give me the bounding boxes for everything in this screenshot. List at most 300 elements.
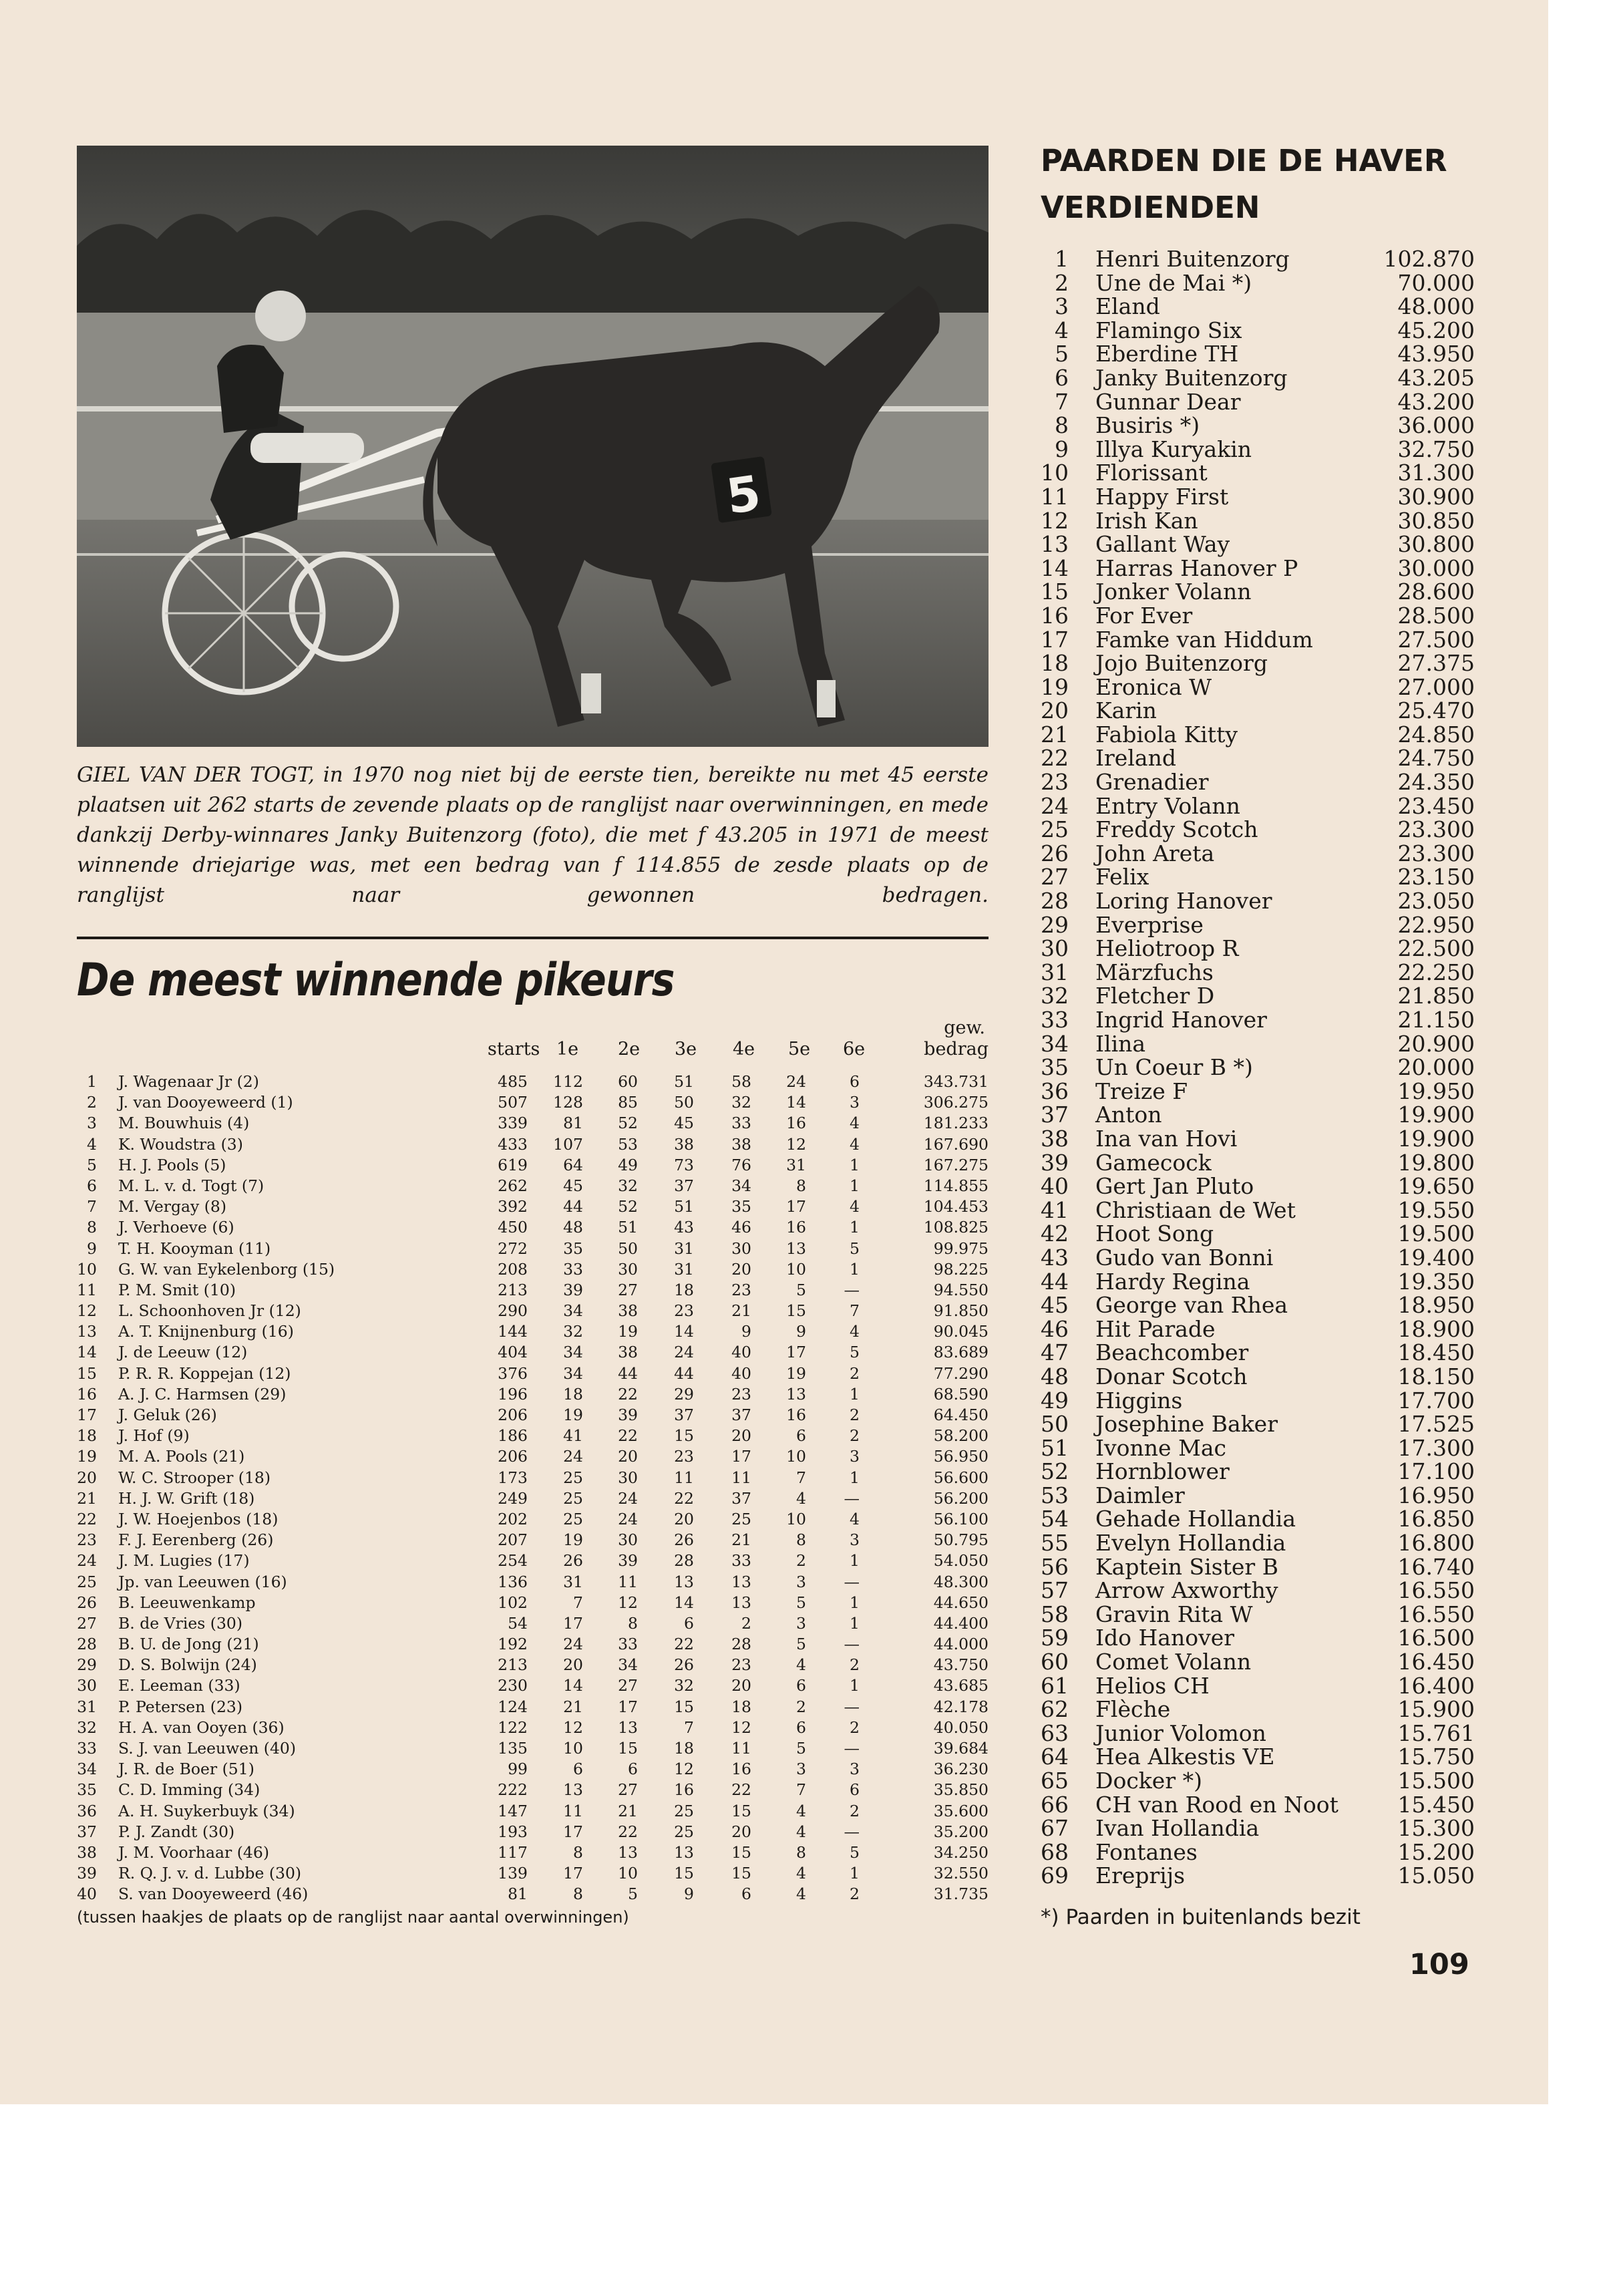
horse-earnings: 19.350 [1397,1268,1475,1295]
horse-rank: 58 [1041,1601,1069,1627]
driver-amount: 90.045 [933,1322,989,1341]
horse-rank: 7 [1055,388,1069,415]
driver-starts: 173 [498,1468,528,1487]
horse-name: Janky Buitenzorg [1095,364,1288,391]
list-item [1041,1482,1475,1506]
driver-rank: 12 [77,1301,97,1321]
driver-name: P. Petersen (23) [118,1697,243,1716]
driver-amount: 181.233 [923,1114,989,1133]
driver-starts: 81 [508,1884,528,1904]
driver-p3: 16 [674,1780,694,1800]
horse-name: Helios CH [1095,1672,1210,1699]
driver-p2: 27 [618,1676,638,1695]
horse-rank: 22 [1041,745,1069,772]
list-item [1041,1150,1475,1174]
driver-p3: 31 [674,1239,694,1258]
horse-earnings: 24.850 [1397,721,1475,748]
driver-rank: 40 [77,1884,97,1904]
driver-p4: 2 [741,1613,751,1633]
driver-p1: 39 [563,1280,583,1299]
list-item [1041,769,1475,796]
horse-earnings: 18.950 [1397,1292,1475,1319]
driver-p3: 22 [674,1635,694,1654]
driver-amount: 83.689 [933,1343,989,1362]
horse-rank: 47 [1041,1339,1069,1366]
driver-p1: 34 [563,1301,583,1321]
driver-p3: 20 [674,1509,694,1528]
driver-starts: 202 [498,1509,528,1528]
list-item [1041,650,1475,677]
driver-amount: 91.850 [933,1301,989,1321]
driver-p6: — [844,1822,860,1841]
driver-amount: 43.685 [933,1676,989,1695]
horse-name: Loring Hanover [1095,888,1272,915]
driver-rank: 18 [77,1426,97,1446]
table-row [77,1447,989,1468]
driver-p1: 33 [563,1259,583,1279]
driver-p5: 2 [796,1697,806,1716]
driver-p5: 9 [796,1322,806,1341]
driver-amount: 306.275 [923,1093,989,1112]
driver-p3: 51 [674,1072,694,1091]
driver-name: P. M. Smit (10) [118,1280,236,1299]
horse-name: Ilina [1095,1030,1146,1057]
horse-name: Happy First [1095,483,1229,510]
driver-p6: 1 [850,1468,860,1487]
driver-p1: 25 [563,1468,583,1487]
driver-p2: 33 [618,1635,638,1654]
table-row [77,1843,989,1864]
horse-name: Ereprijs [1095,1862,1186,1889]
driver-p2: 22 [618,1426,638,1446]
driver-p6: 2 [850,1363,860,1383]
driver-p1: 24 [563,1635,583,1654]
driver-name: P. R. R. Koppejan (12) [118,1363,291,1383]
list-item [1041,1696,1475,1723]
driver-p1: 8 [573,1842,583,1862]
driver-rank: 33 [77,1739,97,1758]
driver-p1: 24 [563,1447,583,1466]
driver-rank: 8 [87,1218,97,1237]
driver-rank: 39 [77,1864,97,1883]
driver-rank: 15 [77,1363,97,1383]
horse-name: Fabiola Kitty [1095,721,1238,748]
driver-rank: 22 [77,1509,97,1528]
driver-amount: 64.450 [933,1406,989,1424]
table-row [77,1822,989,1843]
driver-amount: 54.050 [933,1551,989,1571]
driver-p6: 1 [850,1864,860,1883]
horse-name: Karin [1095,697,1157,724]
driver-p1: 13 [563,1780,583,1800]
driver-p4: 15 [731,1801,751,1820]
driver-p3: 26 [674,1655,694,1675]
table-row [77,1468,989,1489]
driver-name: J. de Leeuw (12) [118,1343,248,1362]
horse-name: Jonker Volann [1095,579,1252,605]
list-item [1041,1768,1475,1792]
list-item [1041,1387,1475,1412]
driver-amount: 167.275 [923,1155,989,1174]
horse-rank: 13 [1041,531,1069,558]
driver-starts: 124 [498,1697,528,1716]
table-row [77,1697,989,1718]
horse-earnings: 70.000 [1397,269,1475,296]
driver-p4: 6 [741,1884,751,1904]
horse-rank: 35 [1041,1054,1069,1081]
driver-p5: 8 [796,1176,806,1195]
horse-rank: 33 [1041,1007,1069,1033]
horse-rank: 21 [1041,721,1069,748]
driver-p1: 25 [563,1488,583,1508]
driver-rank: 38 [77,1842,97,1862]
horse-rank: 38 [1041,1125,1069,1152]
driver-p4: 23 [731,1655,751,1675]
driver-p1: 6 [573,1760,583,1779]
driver-p3: 44 [674,1363,694,1383]
horse-name: Busiris *) [1095,412,1200,439]
driver-amount: 56.950 [933,1447,989,1466]
horse-name: Ido Hanover [1095,1625,1235,1651]
table-row [77,1343,989,1363]
list-item [1041,436,1475,460]
horse-earnings: 19.400 [1397,1244,1475,1271]
horse-rank: 2 [1055,269,1069,296]
list-item [1041,1839,1475,1863]
driver-p1: 19 [563,1406,583,1424]
driver-p6: 6 [850,1780,860,1800]
driver-starts: 99 [508,1760,528,1779]
driver-name: D. S. Bolwijn (24) [118,1655,257,1675]
driver-p4: 15 [731,1864,751,1883]
driver-name: J. M. Voorhaar (46) [118,1842,269,1862]
horse-name: Hoot Song [1095,1220,1214,1247]
horse-rank: 19 [1041,673,1069,700]
list-item [1041,1197,1475,1221]
horse-rank: 67 [1041,1815,1069,1842]
driver-p5: 8 [796,1530,806,1550]
drivers-heading: De meest winnende pikeurs [77,954,675,1007]
table-row [77,1260,989,1281]
driver-rank: 25 [77,1572,97,1591]
horse-earnings: 15.500 [1397,1768,1475,1794]
horse-name: Felix [1095,864,1149,890]
driver-p2: 20 [618,1447,638,1466]
driver-rank: 26 [77,1593,97,1612]
list-item [1041,1601,1475,1625]
horse-earnings: 17.100 [1397,1458,1475,1485]
column-header: 5e [788,1039,811,1059]
table-row [77,1718,989,1739]
driver-starts: 213 [498,1655,528,1675]
driver-p5: 3 [796,1613,806,1633]
driver-name: J. M. Lugies (17) [118,1551,250,1571]
driver-p2: 21 [618,1801,638,1820]
horse-earnings: 30.000 [1397,554,1475,581]
driver-rank: 20 [77,1468,97,1487]
driver-p1: 19 [563,1530,583,1550]
driver-amount: 114.855 [923,1176,989,1195]
horse-earnings: 19.800 [1397,1149,1475,1176]
horse-name: Eberdine TH [1095,341,1239,367]
horse-earnings: 28.600 [1397,579,1475,605]
table-row [77,1072,989,1093]
driver-p3: 51 [674,1197,694,1216]
driver-p5: 4 [796,1488,806,1508]
driver-starts: 192 [498,1635,528,1654]
horse-rank: 24 [1041,792,1069,819]
horse-earnings: 20.000 [1397,1054,1475,1081]
driver-amount: 42.178 [933,1697,989,1716]
driver-p2: 6 [628,1760,638,1779]
horse-name: Donar Scotch [1095,1363,1248,1389]
table-row [77,1884,989,1905]
horse-rank: 6 [1055,364,1069,391]
horse-name: Ivonne Mac [1095,1434,1227,1461]
horse-rank: 48 [1041,1363,1069,1389]
driver-p6: 1 [850,1259,860,1279]
driver-p4: 21 [731,1301,751,1321]
driver-p1: 7 [573,1593,583,1612]
table-row [77,1739,989,1760]
driver-p2: 51 [618,1218,638,1237]
driver-p5: 19 [786,1363,806,1383]
horse-name: Gamecock [1095,1149,1212,1176]
list-item [1041,793,1475,817]
driver-p2: 44 [618,1363,638,1383]
driver-p3: 24 [674,1343,694,1362]
driver-p6: 4 [850,1134,860,1154]
driver-name: T. H. Kooyman (11) [118,1239,271,1258]
driver-amount: 44.000 [933,1635,989,1654]
driver-rank: 21 [77,1488,97,1508]
driver-p3: 37 [674,1406,694,1424]
driver-p4: 33 [731,1114,751,1133]
driver-p4: 40 [731,1343,751,1362]
driver-p3: 18 [674,1739,694,1758]
list-item [1041,1435,1475,1459]
horse-earnings: 48.000 [1397,293,1475,320]
driver-p6: 7 [850,1301,860,1321]
driver-starts: 376 [498,1363,528,1383]
driver-p6: 3 [850,1093,860,1112]
horse-name: Anton [1095,1102,1162,1128]
driver-p3: 50 [674,1093,694,1112]
driver-p1: 112 [553,1072,583,1091]
horse-earnings: 15.761 [1397,1719,1475,1746]
horse-rank: 3 [1055,293,1069,320]
list-item [1041,1720,1475,1744]
list-item [1041,912,1475,936]
driver-p1: 41 [563,1426,583,1446]
driver-p1: 17 [563,1822,583,1841]
driver-p1: 64 [563,1155,583,1174]
driver-p3: 31 [674,1259,694,1279]
driver-p5: 5 [796,1593,806,1612]
horse-name: Freddy Scotch [1095,816,1258,843]
driver-p1: 48 [563,1218,583,1237]
horse-rank: 26 [1041,840,1069,866]
driver-p3: 23 [674,1447,694,1466]
horse-earnings: 23.050 [1397,888,1475,915]
caption-divider [77,937,989,939]
driver-p1: 45 [563,1176,583,1195]
table-row [77,1802,989,1822]
driver-p4: 20 [731,1426,751,1446]
driver-amount: 94.550 [933,1280,989,1299]
horse-name: John Areta [1095,840,1215,866]
horse-rank: 23 [1041,769,1069,796]
driver-p6: 4 [850,1322,860,1341]
horse-name: Daimler [1095,1482,1185,1508]
driver-p4: 35 [731,1197,751,1216]
driver-name: L. Schoonhoven Jr (12) [118,1301,301,1321]
list-item [1041,1126,1475,1150]
horse-earnings: 30.900 [1397,483,1475,510]
driver-p6: 5 [850,1239,860,1258]
driver-starts: 213 [498,1280,528,1299]
horse-name: Fontanes [1095,1838,1198,1865]
driver-p6: 1 [850,1384,860,1404]
driver-p5: 4 [796,1822,806,1841]
driver-starts: 272 [498,1239,528,1258]
driver-p4: 34 [731,1176,751,1195]
driver-p4: 18 [731,1697,751,1716]
driver-p2: 30 [618,1259,638,1279]
list-item [1041,1458,1475,1485]
driver-rank: 34 [77,1760,97,1779]
driver-p6: 4 [850,1197,860,1216]
driver-name: J. Wagenaar Jr (2) [118,1072,259,1091]
horse-name: Eronica W [1095,673,1212,700]
horse-name: Fletcher D [1095,983,1215,1009]
horse-rank: 11 [1041,483,1069,510]
driver-rank: 37 [77,1822,97,1841]
horse-name: Un Coeur B *) [1095,1054,1253,1081]
list-item [1041,1269,1475,1293]
driver-starts: 404 [498,1343,528,1362]
horse-rank: 34 [1041,1030,1069,1057]
driver-p5: 4 [796,1801,806,1820]
driver-p6: 3 [850,1530,860,1550]
driver-amount: 108.825 [923,1218,989,1237]
horse-rank: 55 [1041,1530,1069,1556]
driver-p6: 5 [850,1343,860,1362]
driver-p4: 13 [731,1593,751,1612]
horse-earnings: 45.200 [1397,317,1475,343]
list-item [1041,1411,1475,1438]
horse-earnings: 16.950 [1397,1482,1475,1508]
horse-earnings: 19.900 [1397,1102,1475,1128]
horse-earnings: 16.550 [1397,1577,1475,1604]
driver-p4: 13 [731,1572,751,1591]
column-header: starts [488,1039,540,1059]
driver-p5: 10 [786,1509,806,1528]
table-row [77,1551,989,1572]
horse-rank: 17 [1041,626,1069,653]
table-row [77,1301,989,1322]
driver-p4: 20 [731,1259,751,1279]
driver-name: H. J. Pools (5) [118,1155,226,1174]
table-row [77,1239,989,1260]
driver-p1: 32 [563,1322,583,1341]
horse-name: Entry Volann [1095,792,1240,819]
list-item [1041,745,1475,772]
horse-rank: 39 [1041,1149,1069,1176]
list-item [1041,317,1475,341]
driver-name: M. A. Pools (21) [118,1447,245,1466]
driver-rank: 5 [87,1155,97,1174]
horse-rank: 61 [1041,1672,1069,1699]
driver-name: A. J. C. Harmsen (29) [118,1384,287,1404]
driver-amount: 104.453 [923,1197,989,1216]
horse-name: Heliotroop R [1095,935,1239,962]
horse-earnings: 15.900 [1397,1696,1475,1723]
driver-p6: 1 [850,1613,860,1633]
list-item [1041,1031,1475,1055]
horse-name: Higgins [1095,1387,1183,1414]
horse-earnings: 102.870 [1383,246,1475,272]
driver-p1: 17 [563,1864,583,1883]
list-item [1041,840,1475,864]
horse-name: Märzfuchs [1095,959,1214,985]
driver-amount: 39.684 [933,1739,989,1758]
list-item [1041,1220,1475,1245]
driver-p5: 7 [796,1780,806,1800]
driver-starts: 262 [498,1176,528,1195]
horse-name: Evelyn Hollandia [1095,1530,1286,1556]
list-item [1041,603,1475,627]
horse-name: Jojo Buitenzorg [1095,650,1268,677]
driver-amount: 35.850 [933,1780,989,1800]
horse-earnings: 27.000 [1397,673,1475,700]
driver-p1: 31 [563,1572,583,1591]
driver-p1: 44 [563,1197,583,1216]
driver-starts: 193 [498,1822,528,1841]
horses-table [1041,246,1475,1887]
driver-rank: 28 [77,1635,97,1654]
column-header: 1e [556,1039,579,1059]
driver-name: J. R. de Boer (51) [118,1760,254,1779]
driver-p1: 34 [563,1363,583,1383]
driver-p5: 16 [786,1114,806,1133]
drivers-table-header [77,1017,989,1061]
driver-p5: 2 [796,1551,806,1571]
table-row [77,1197,989,1218]
horse-name: Ireland [1095,745,1176,772]
driver-amount: 50.795 [933,1530,989,1550]
horse-rank: 62 [1041,1696,1069,1723]
horse-rank: 42 [1041,1220,1069,1247]
page-number: 109 [1409,1948,1469,1981]
horse-rank: 30 [1041,935,1069,962]
horse-rank: 53 [1041,1482,1069,1508]
driver-p4: 40 [731,1363,751,1383]
list-item [1041,460,1475,484]
list-item [1041,1673,1475,1697]
driver-starts: 117 [498,1842,528,1862]
horse-earnings: 36.000 [1397,412,1475,439]
horse-name: Ivan Hollandia [1095,1815,1260,1842]
list-item [1041,365,1475,389]
horse-earnings: 23.450 [1397,792,1475,819]
horse-name: Henri Buitenzorg [1095,246,1290,272]
table-row [77,1676,989,1697]
driver-starts: 207 [498,1530,528,1550]
list-item [1041,389,1475,413]
horse-rank: 18 [1041,650,1069,677]
driver-amount: 343.731 [923,1072,989,1091]
